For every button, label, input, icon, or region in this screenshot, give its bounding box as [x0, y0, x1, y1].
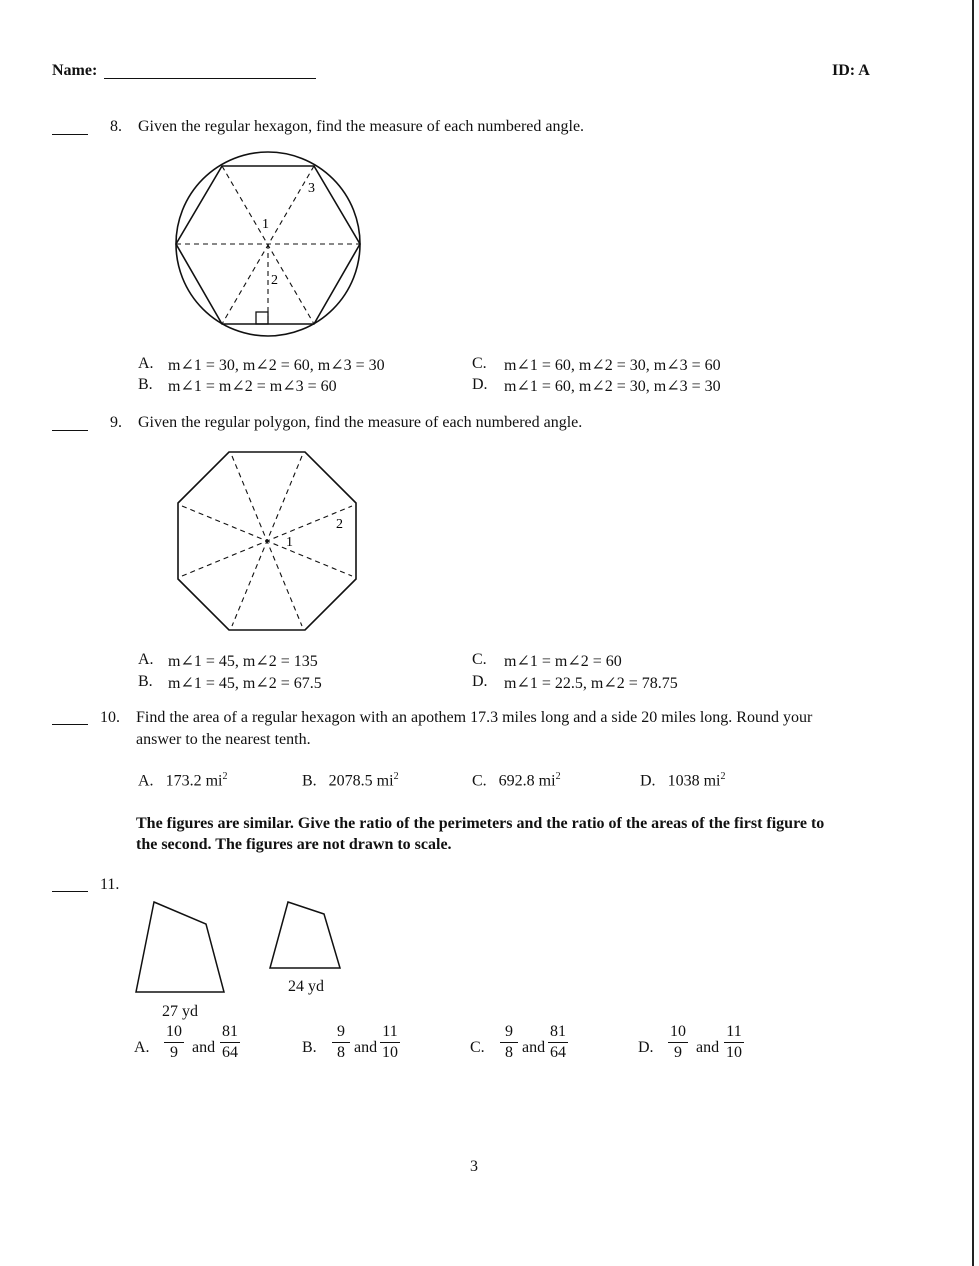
- q11-choice-a-letter: A.: [134, 1039, 150, 1056]
- q10-choice-d-letter: D.: [640, 772, 656, 790]
- q8-choice-a-text: m∠1 = 30, m∠2 = 60, m∠3 = 30: [168, 357, 385, 374]
- q11-d-f1-numerator: 10: [670, 1023, 686, 1040]
- q9-choice-a-letter: A.: [138, 651, 154, 668]
- answer-blank-q9[interactable]: [52, 430, 88, 431]
- q11-b-f2-numerator: 11: [382, 1023, 398, 1040]
- octagon-figure: [174, 448, 360, 634]
- q10-choice-b: [302, 771, 399, 790]
- q11-figure-1: [130, 896, 230, 996]
- q11-choice-d-letter: D.: [638, 1039, 654, 1056]
- fraction-bar: [380, 1042, 400, 1043]
- q9-choice-c-text: m∠1 = m∠2 = 60: [504, 653, 622, 670]
- hexagon-angle-1-label: 1: [262, 217, 269, 232]
- q10-choice-a-text: 173.2 mi: [165, 772, 223, 790]
- fraction-bar: [220, 1042, 240, 1043]
- fraction-bar: [548, 1042, 568, 1043]
- q9-choice-d-letter: D.: [472, 673, 488, 690]
- q8-choice-d-text: m∠1 = 60, m∠2 = 30, m∠3 = 30: [504, 378, 721, 395]
- q11-figure-2-label: 24 yd: [288, 978, 324, 995]
- page-edge-border: [972, 0, 974, 1266]
- q11-c-f2-denominator: 64: [550, 1044, 566, 1061]
- hexagon-figure: [170, 148, 370, 338]
- q11-d-f2-numerator: 11: [726, 1023, 742, 1040]
- fraction-bar: [332, 1042, 350, 1043]
- name-field-line[interactable]: [104, 78, 316, 79]
- q10-choice-c-text: 692.8 mi: [498, 772, 556, 790]
- q11-figure-2: [266, 898, 346, 974]
- q10-number: 10.: [100, 709, 120, 726]
- q10-choice-b-letter: B.: [302, 772, 317, 790]
- q11-choice-c-and: and: [522, 1039, 546, 1056]
- q9-number: 9.: [110, 414, 122, 431]
- q11-choice-a-and: and: [192, 1039, 216, 1056]
- q10-choice-c-letter: C.: [472, 772, 487, 790]
- q11-b-f1-numerator: 9: [337, 1023, 345, 1040]
- q9-choice-d-text: m∠1 = 22.5, m∠2 = 78.75: [504, 675, 678, 692]
- q8-choice-b-letter: B.: [138, 376, 153, 393]
- q8-choice-c-text: m∠1 = 60, m∠2 = 30, m∠3 = 60: [504, 357, 721, 374]
- q11-choice-d-and: and: [696, 1039, 720, 1056]
- q11-c-f2-numerator: 81: [550, 1023, 566, 1040]
- instruction-line2: the second. The figures are not drawn to scale.: [136, 836, 452, 853]
- q11-choice-d-fraction-2: [724, 1023, 744, 1062]
- name-label: Name:: [52, 62, 98, 79]
- q11-choice-a-fraction-2: [220, 1023, 240, 1062]
- page-number: 3: [470, 1158, 478, 1175]
- fraction-bar: [500, 1042, 518, 1043]
- q11-a-f1-numerator: 10: [166, 1023, 182, 1040]
- q8-choice-a-letter: A.: [138, 355, 154, 372]
- q11-c-f1-numerator: 9: [505, 1023, 513, 1040]
- id-label: ID: A: [832, 62, 870, 79]
- q9-choice-b-letter: B.: [138, 673, 153, 690]
- q10-choice-d: [640, 771, 725, 790]
- q10-choice-b-text: 2078.5 mi: [328, 772, 394, 790]
- q10-prompt-line1: Find the area of a regular hexagon with an apothem 17.3 miles long and a side 20 miles long. Round your: [136, 709, 813, 726]
- q11-figure-1-label: 27 yd: [162, 1003, 198, 1020]
- q10-choice-c-sup: 2: [555, 771, 561, 782]
- octagon-angle-1-label: 1: [286, 535, 293, 550]
- q11-choice-a-fraction-1: [164, 1023, 184, 1062]
- q11-d-f2-denominator: 10: [726, 1044, 742, 1061]
- q11-choice-b-and: and: [354, 1039, 378, 1056]
- q8-number: 8.: [110, 118, 122, 135]
- q9-choice-b-text: m∠1 = 45, m∠2 = 67.5: [168, 675, 322, 692]
- octagon-angle-2-label: 2: [336, 517, 343, 532]
- q11-a-f2-numerator: 81: [222, 1023, 238, 1040]
- q11-a-f1-denominator: 9: [170, 1044, 178, 1061]
- fraction-bar: [668, 1042, 688, 1043]
- q9-prompt: Given the regular polygon, find the measure of each numbered angle.: [138, 414, 583, 431]
- hexagon-angle-3-label: 3: [308, 181, 315, 196]
- answer-blank-q8[interactable]: [52, 134, 88, 135]
- q11-choice-b-letter: B.: [302, 1039, 317, 1056]
- q11-choice-c-fraction-1: [500, 1023, 518, 1062]
- answer-blank-q10[interactable]: [52, 724, 88, 725]
- fraction-bar: [164, 1042, 184, 1043]
- q10-choice-d-sup: 2: [720, 771, 726, 782]
- q9-choice-c-letter: C.: [472, 651, 487, 668]
- q11-b-f1-denominator: 8: [337, 1044, 345, 1061]
- fraction-bar: [724, 1042, 744, 1043]
- q11-choice-c-fraction-2: [548, 1023, 568, 1062]
- q8-prompt: Given the regular hexagon, find the measure of each numbered angle.: [138, 118, 585, 135]
- q10-choice-a-letter: A.: [138, 772, 154, 790]
- q10-prompt-line2: answer to the nearest tenth.: [136, 731, 311, 748]
- q10-choice-b-sup: 2: [393, 771, 399, 782]
- q11-choice-d-fraction-1: [668, 1023, 688, 1062]
- q11-d-f1-denominator: 9: [674, 1044, 682, 1061]
- q8-choice-b-text: m∠1 = m∠2 = m∠3 = 60: [168, 378, 337, 395]
- hexagon-angle-2-label: 2: [271, 273, 278, 288]
- q10-choice-a-sup: 2: [222, 771, 228, 782]
- q10-choice-c: [472, 771, 561, 790]
- q11-c-f1-denominator: 8: [505, 1044, 513, 1061]
- q11-choice-b-fraction-2: [380, 1023, 400, 1062]
- q10-choice-d-text: 1038 mi: [667, 772, 721, 790]
- q11-choice-b-fraction-1: [332, 1023, 350, 1062]
- q8-choice-d-letter: D.: [472, 376, 488, 393]
- q11-a-f2-denominator: 64: [222, 1044, 238, 1061]
- q10-choice-a: [138, 771, 227, 790]
- q11-choice-c-letter: C.: [470, 1039, 485, 1056]
- q9-choice-a-text: m∠1 = 45, m∠2 = 135: [168, 653, 318, 670]
- q8-choice-c-letter: C.: [472, 355, 487, 372]
- instruction-line1: The figures are similar. Give the ratio of the perimeters and the ratio of the areas of the first figure to: [136, 815, 825, 832]
- q11-b-f2-denominator: 10: [382, 1044, 398, 1061]
- answer-blank-q11[interactable]: [52, 891, 88, 892]
- q11-number: 11.: [100, 876, 120, 893]
